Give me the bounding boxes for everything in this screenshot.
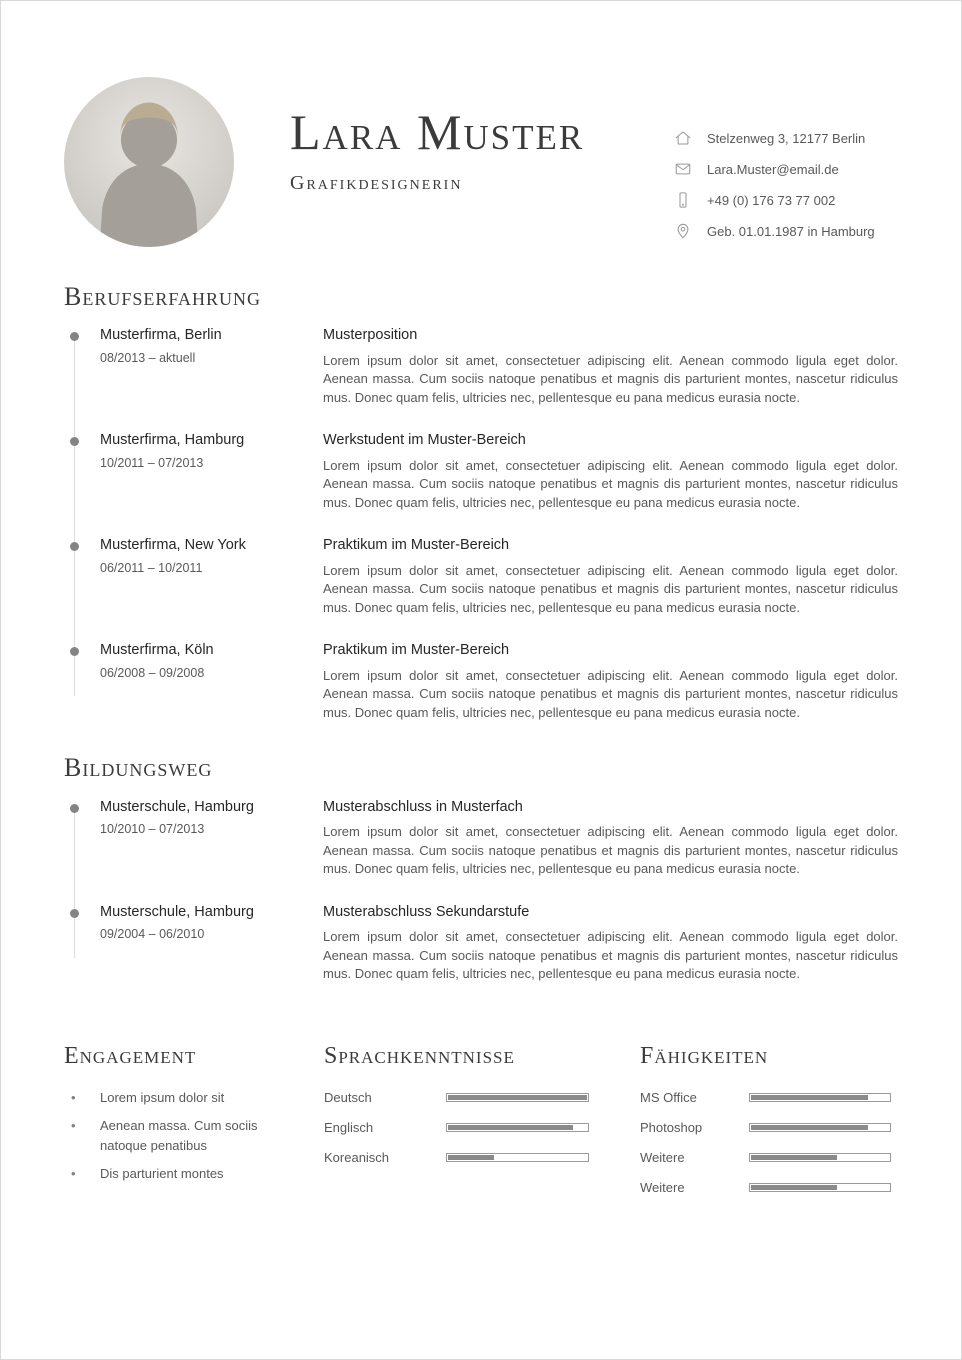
- entry-right: [323, 641, 898, 722]
- languages-heading: Sprachkenntnisse: [324, 1042, 515, 1069]
- entry-period: 10/2011 – 07/2013: [100, 455, 204, 470]
- name-block: [290, 104, 585, 195]
- school-name: Musterschule, Hamburg: [100, 798, 254, 815]
- entry-right: [323, 903, 898, 984]
- mail-icon: [674, 160, 692, 178]
- entry-right: [323, 326, 898, 407]
- entry-left: [100, 326, 323, 407]
- entry-period: 08/2013 – aktuell: [100, 350, 196, 365]
- entry-left: [100, 431, 323, 512]
- header: [64, 77, 898, 247]
- skill-row: [640, 1149, 898, 1167]
- language-row: [324, 1149, 640, 1167]
- skill-label: Photoshop: [640, 1120, 703, 1136]
- bar-fill: [751, 1095, 868, 1100]
- contact-birth-text: Geb. 01.01.1987 in Hamburg: [707, 223, 875, 239]
- entry-period: 09/2004 – 06/2010: [100, 927, 205, 942]
- bar-fill: [751, 1155, 837, 1160]
- language-level-bar: [446, 1123, 589, 1132]
- degree-title: Musterabschluss Sekundarstufe: [323, 903, 530, 920]
- timeline-dot: [70, 804, 79, 813]
- bar-fill: [448, 1155, 494, 1160]
- language-level-bar: [446, 1093, 589, 1102]
- experience-heading: Berufserfahrung: [64, 282, 262, 311]
- contact-address-text: Stelzenweg 3, 12177 Berlin: [707, 130, 866, 146]
- skill-row: [640, 1179, 898, 1197]
- experience-entry: [64, 431, 898, 512]
- entry-description: Lorem ipsum dolor sit amet, consectetuer adipiscing elit. Aenean commodo ligula eget dolor. Aenean massa. Cum sociis natoque penatibus et magnis dis parturient montes, nascetur ridiculus mus. Donec quam felis, ultricies nec, pellentesque eu pana medicus eurasia nocte.: [323, 562, 898, 615]
- position-title: Praktikum im Muster-Bereich: [323, 537, 510, 554]
- skill-label: Weitere: [640, 1150, 685, 1166]
- company-name: Musterfirma, New York: [100, 537, 246, 554]
- position-title: Praktikum im Muster-Bereich: [323, 642, 510, 659]
- timeline-marker: [64, 431, 100, 512]
- entry-period: 10/2010 – 07/2013: [100, 822, 205, 837]
- education-timeline: [64, 798, 898, 984]
- experience-entry: [64, 326, 898, 407]
- section-engagement: [64, 1042, 324, 1209]
- bar-fill: [448, 1095, 587, 1100]
- timeline-dot: [70, 437, 79, 446]
- engagement-list: [64, 1088, 324, 1184]
- experience-timeline: [64, 326, 898, 722]
- entry-description: Lorem ipsum dolor sit amet, consectetuer adipiscing elit. Aenean commodo ligula eget dolor. Aenean massa. Cum sociis natoque penatibus et magnis dis parturient montes, nascetur ridiculus mus. Donec quam felis, ultricies nec, pellentesque eu pana medicus eurasia nocte.: [323, 824, 898, 877]
- language-label: Koreanisch: [324, 1150, 390, 1166]
- entry-left: [100, 903, 323, 984]
- location-icon: [674, 222, 692, 240]
- entry-right: [323, 798, 898, 879]
- contact-email-text: Lara.Muster@email.de: [707, 161, 839, 177]
- skill-row: [640, 1089, 898, 1107]
- skill-level-bar: [749, 1093, 891, 1102]
- experience-entry: [64, 536, 898, 617]
- skill-level-bar: [749, 1123, 891, 1132]
- entry-description: Lorem ipsum dolor sit amet, consectetuer adipiscing elit. Aenean commodo ligula eget dolor. Aenean massa. Cum sociis natoque penatibus et magnis dis parturient montes, nascetur ridiculus mus. Donec quam felis, ultricies nec, pellentesque eu pana medicus eurasia nocte.: [323, 667, 898, 720]
- job-title: Grafikdesignerin: [290, 172, 463, 194]
- skill-level-bar: [749, 1153, 891, 1162]
- position-title: Musterposition: [323, 327, 418, 344]
- engagement-item: • Lorem ipsum dolor sit: [64, 1088, 300, 1108]
- entry-left: [100, 798, 323, 879]
- contact-birth: [674, 222, 898, 240]
- entry-period: 06/2008 – 09/2008: [100, 665, 205, 680]
- language-row: [324, 1089, 640, 1107]
- skill-row: [640, 1119, 898, 1137]
- section-experience: [64, 281, 898, 722]
- timeline-marker: [64, 536, 100, 617]
- school-name: Musterschule, Hamburg: [100, 903, 254, 920]
- timeline-marker: [64, 798, 100, 879]
- bar-fill: [751, 1185, 837, 1190]
- entry-period: 06/2011 – 10/2011: [100, 560, 203, 575]
- section-languages: [324, 1042, 640, 1209]
- language-level-bar: [446, 1153, 589, 1162]
- position-title: Werkstudent im Muster-Bereich: [323, 432, 526, 449]
- phone-icon: [674, 191, 692, 209]
- section-skills: [640, 1042, 898, 1209]
- contact-info: [674, 129, 898, 240]
- engagement-item: • Aenean massa. Cum sociis natoque penatibus: [64, 1116, 300, 1156]
- timeline-dot: [70, 332, 79, 341]
- bar-fill: [751, 1125, 868, 1130]
- skill-label: MS Office: [640, 1090, 697, 1106]
- entry-right: [323, 431, 898, 512]
- education-heading: Bildungsweg: [64, 753, 213, 783]
- person-name: Lara Muster: [290, 104, 585, 160]
- timeline-marker: [64, 326, 100, 407]
- skill-rows: [640, 1089, 898, 1197]
- contact-address: [674, 129, 898, 147]
- bar-fill: [448, 1125, 573, 1130]
- profile-photo: [64, 77, 234, 247]
- bottom-columns: [64, 1042, 898, 1209]
- language-label: Englisch: [324, 1120, 374, 1136]
- timeline-dot: [70, 909, 79, 918]
- contact-email: [674, 160, 898, 178]
- entry-left: [100, 641, 323, 722]
- entry-description: Lorem ipsum dolor sit amet, consectetuer adipiscing elit. Aenean commodo ligula eget dolor. Aenean massa. Cum sociis natoque penatibus et magnis dis parturient montes, nascetur ridiculus mus. Donec quam felis, ultricies nec, pellentesque eu pana medicus eurasia nocte.: [323, 929, 898, 982]
- language-label: Deutsch: [324, 1090, 372, 1106]
- contact-phone-text: +49 (0) 176 73 77 002: [707, 192, 836, 208]
- skills-heading: Fähigkeiten: [640, 1042, 769, 1069]
- education-entry: [64, 798, 898, 879]
- entry-left: [100, 536, 323, 617]
- section-education: [64, 752, 898, 983]
- education-entry: [64, 903, 898, 984]
- entry-description: Lorem ipsum dolor sit amet, consectetuer adipiscing elit. Aenean commodo ligula eget dolor. Aenean massa. Cum sociis natoque penatibus et magnis dis parturient montes, nascetur ridiculus mus. Donec quam felis, ultricies nec, pellentesque eu pana medicus eurasia nocte.: [323, 457, 898, 510]
- skill-level-bar: [749, 1183, 891, 1192]
- language-rows: [324, 1089, 640, 1167]
- company-name: Musterfirma, Hamburg: [100, 432, 245, 449]
- contact-phone: [674, 191, 898, 209]
- company-name: Musterfirma, Berlin: [100, 327, 222, 344]
- experience-entry: [64, 641, 898, 722]
- home-icon: [674, 129, 692, 147]
- timeline-dot: [70, 542, 79, 551]
- degree-title: Musterabschluss in Musterfach: [323, 798, 523, 815]
- engagement-item: • Dis parturient montes: [64, 1164, 300, 1184]
- engagement-heading: Engagement: [64, 1042, 197, 1069]
- timeline-dot: [70, 647, 79, 656]
- entry-right: [323, 536, 898, 617]
- company-name: Musterfirma, Köln: [100, 642, 214, 659]
- timeline-marker: [64, 641, 100, 722]
- person-silhouette-icon: [64, 77, 234, 247]
- skill-label: Weitere: [640, 1180, 685, 1196]
- timeline-marker: [64, 903, 100, 984]
- language-row: [324, 1119, 640, 1137]
- entry-description: Lorem ipsum dolor sit amet, consectetuer adipiscing elit. Aenean commodo ligula eget dolor. Aenean massa. Cum sociis natoque penatibus et magnis dis parturient montes, nascetur ridiculus mus. Donec quam felis, ultricies nec, pellentesque eu pana medicus eurasia nocte.: [323, 352, 898, 405]
